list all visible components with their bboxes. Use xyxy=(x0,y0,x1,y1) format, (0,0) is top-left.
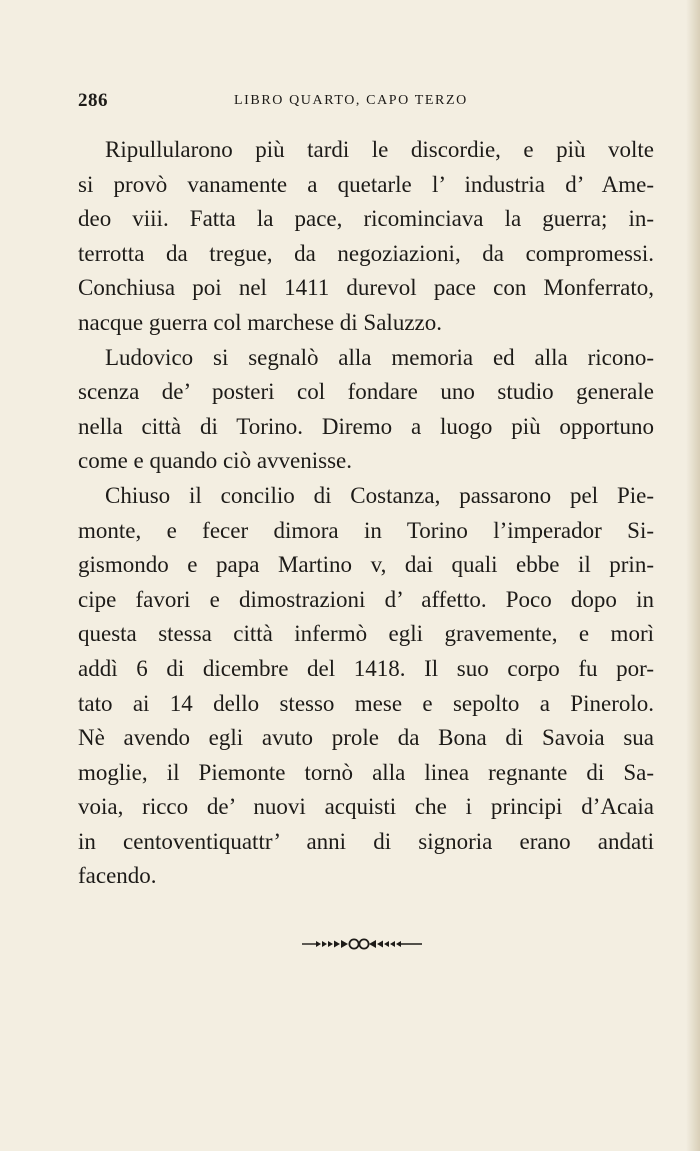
paragraph-1-line: Conchiusa poi nel 1411 durevol pace con Monferrato, xyxy=(78,275,654,301)
paragraph-2-line: scenza de’ posteri col fondare uno studio generale xyxy=(78,379,654,405)
paragraph-2-line: come e quando ciò avvenisse. xyxy=(78,448,352,474)
paragraph-3-line: gismondo e papa Martino v, dai quali ebbe il prin- xyxy=(78,552,654,578)
paragraph-1-line: deo viii. Fatta la pace, ricominciava la guerra; in- xyxy=(78,206,654,232)
paragraph-3-line: moglie, il Piemonte tornò alla linea regnante di Sa- xyxy=(78,759,654,785)
paragraph-3-line: in centoventiquattr’ anni di signoria erano andati xyxy=(78,828,654,854)
page-number: 286 xyxy=(78,90,108,111)
paragraph-3-line: tato ai 14 dello stesso mese e sepolto a Pinerolo. xyxy=(78,690,654,716)
paragraph-3-line: Nè avendo egli avuto prole da Bona di Savoia sua xyxy=(78,725,654,751)
paragraph-3-line: addì 6 di dicembre del 1418. Il suo corpo fu por- xyxy=(78,655,654,681)
ornament-icon xyxy=(300,937,424,951)
paragraph-2-line: nella città di Torino. Diremo a luogo più opportuno xyxy=(78,413,654,439)
paragraph-1-line: Ripullularono più tardi le discordie, e più volte xyxy=(105,137,654,162)
paragraph-3-line: Chiuso il concilio di Costanza, passarono pel Pie- xyxy=(105,482,654,508)
page-header xyxy=(78,90,654,120)
paragraph-3-line: facendo. xyxy=(78,863,157,889)
paragraph-2-line: Ludovico si segnalò alla memoria ed alla ricono- xyxy=(105,344,654,370)
paragraph-1-line: nacque guerra col marchese di Saluzzo. xyxy=(78,309,442,335)
page-edge-shadow xyxy=(686,0,700,1151)
paragraph-1-line: terrotta da tregue, da negoziazioni, da compromessi. xyxy=(78,240,654,266)
paragraph-3-line: monte, e fecer dimora in Torino l’imperador Si- xyxy=(78,517,654,543)
paragraph-3-line: cipe favori e dimostrazioni d’ affetto. Poco dopo in xyxy=(78,586,654,612)
body-text xyxy=(78,133,654,894)
paragraph-3-line: voia, ricco de’ nuovi acquisti che i principi d’Acaia xyxy=(78,794,654,820)
paragraph-3-line: questa stessa città infermò egli gravemente, e morì xyxy=(78,621,654,647)
paragraph-1-line: si provò vanamente a quetarle l’ industria d’ Ame- xyxy=(78,171,654,197)
running-head: LIBRO QUARTO, CAPO TERZO xyxy=(234,93,468,108)
